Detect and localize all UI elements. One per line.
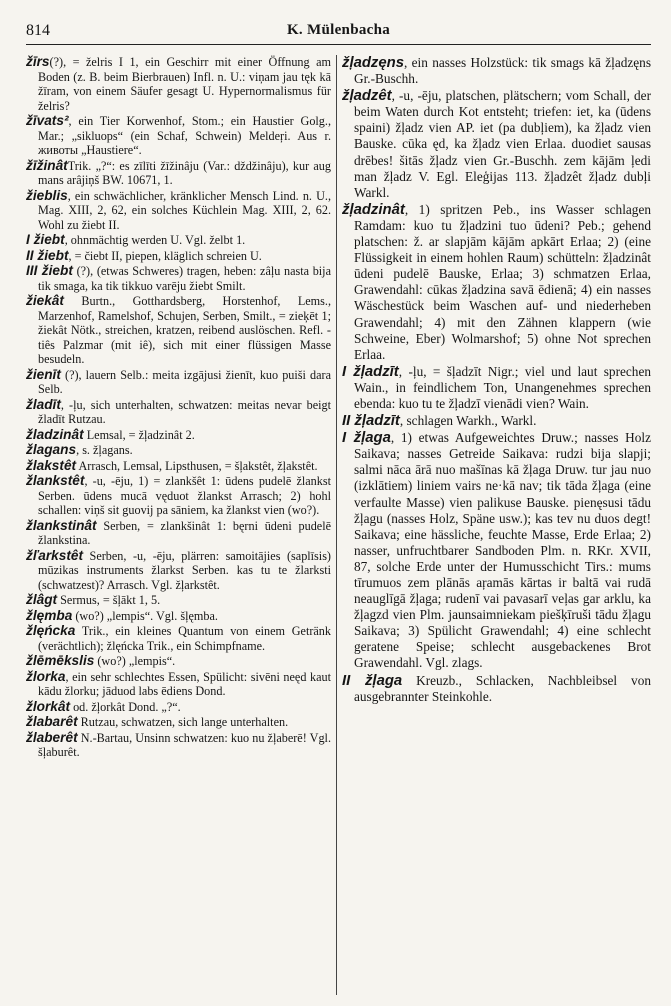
entry-headword: žlęmba: [26, 607, 73, 623]
entry-headword: II žļaga: [342, 672, 403, 689]
dictionary-entry: [26, 233, 331, 248]
entry-headword: žienīt: [26, 366, 61, 382]
entry-definition: , s. žļagans.: [76, 443, 133, 457]
column-divider: [336, 55, 337, 995]
entry-definition: N.-Bartau, Unsinn schwatzen: kuo nu žļaberē! Vgl. šļaburêt.: [38, 730, 331, 759]
entry-headword: žlorkât: [26, 698, 71, 714]
entry-headword: žļadzęns: [342, 55, 404, 71]
dictionary-entry: [26, 609, 331, 624]
dictionary-entry: [26, 189, 331, 233]
dictionary-entry: [26, 474, 331, 518]
entry-definition: , = čiebt II, piepen, kläglich schreien U.: [68, 248, 262, 263]
dictionary-entry: [26, 549, 331, 593]
entry-definition: Sermus, = šļākt 1, 5.: [57, 593, 161, 607]
entry-definition: , -ļu, = šļadzīt Nigr.; viel und laut sprechen Wain., in feindlichem Ton, Unangenehmes sprechen ebenda: kuo tu te žļadzī vienādi vien? Wain.: [354, 363, 651, 411]
entry-headword: žlankstêt: [26, 473, 85, 488]
entry-headword: I žļadzīt: [342, 363, 399, 380]
entry-headword: žļadzêt: [342, 88, 392, 105]
entry-definition: Serben, = zlankšinât 1: bęrni ūdeni pudelē žlankstina.: [38, 518, 331, 547]
dictionary-entry: [26, 654, 331, 669]
dictionary-entry: [26, 443, 331, 458]
dictionary-entry: [26, 624, 331, 653]
dictionary-entry: [342, 202, 651, 363]
entry-headword: II žļadzīt: [342, 413, 400, 430]
entry-headword: žľarkstêt: [26, 547, 84, 563]
entry-headword: žļadzinât: [342, 201, 405, 218]
entry-headword: žlaberêt: [26, 729, 78, 745]
dictionary-entry: [26, 368, 331, 397]
dictionary-entry: [342, 430, 651, 671]
dictionary-entry: [342, 364, 651, 412]
page-header: [26, 20, 651, 45]
entry-definition: , 1) spritzen Peb., ins Wasser schlagen Ramdam: kuo tu žļadzini tuo ūdeni? Peb.; gehend platschen: ž. ar slapjām kājām apkārt Erlaa; 2) (eine Flüssigkeit in einem hohlen Raum) schütteln: žļadzinât ūdeni pudelē Bauske, Erlaa; 3) schmatzen Erlaa, Grawendahl: cūkas žļadzina savā ēdienā; 4) ein nasses Wäschestück beim Waschen auf- und niederheben Grawendahl; 4) mit den Zähnen klappern (wie Schweine, Eber) Wolmarshof; 5) ohne Not sprechen Erlaa.: [354, 201, 651, 362]
entry-definition: , ein Tier Korwenhof, Stom.; ein Haustier Golg., Mar.; „sikluops“ (ein Schaf, Schwein) Meldeŗi. Aus r. животы „Haustiere“.: [38, 114, 331, 157]
entry-definition: Rutzau, schwatzen, sich lange unterhalten.: [77, 715, 289, 729]
entry-definition: , -u, -ēju, platschen, plätschern; vom Schall, der beim Waten durch Kot entsteht; triefen: iet, ka (ūdens spaini) žļadz vien AP. iet (pa dubļiem), ka žļadz vien Bauske. cūka ęd, ka žļadz vien Erlaa. duodiet sausas drēbes! šitās žļadz vien Gr.-Buschh. zem kājām ļedi man žļadz V. Egl. Eleģijas 113. žļadzêt žļadz dubļi Warkl.: [354, 88, 651, 200]
dictionary-entry: [26, 294, 331, 367]
dictionary-entry: [26, 428, 331, 443]
entry-definition: Trik. „?“: es zīlīti žīžinâju (Var.: dždžinâju), kur aug mans arâjiņš BW. 10671, 1.: [38, 158, 331, 187]
entry-definition: Burtn., Gotthardsberg, Horstenhof, Lems., Marzenhof, Ramelshof, Schujen, Serben, Smilt., = zieķēt 1; žiekât Nötk., streichen, kratzen, reibend auslöschen. Refl. -tiês Palzmar (mit iê), sich mit einer flüssigen Masse besudeln.: [38, 294, 331, 366]
entry-headword: žiekât: [26, 293, 64, 308]
dictionary-entry: [26, 593, 331, 608]
entry-definition: (?), = želris I 1, ein Geschirr mit einer Öffnung am Boden (z. B. beim Bierbrauen) Infl. n. U.: viņam jau tęk kā žīram, von einem Säufer gesagt U. Hypernormalismus für želris?: [38, 55, 331, 113]
entry-headword: žīžinât: [26, 157, 68, 173]
entry-definition: , ein nasses Holzstück: tik smags kā žļadzęns Gr.-Buschh.: [354, 55, 651, 87]
dictionary-entry: [342, 673, 651, 705]
entry-headword: žlankstinât: [26, 517, 97, 533]
entry-definition: , -u, -ēju, 1) = zlankšêt 1: ūdens pudelē žlankst Serben. ūdens mucā vęduot žlankst Arrasch; 2) hohl schallen: viņš sit guovij pa sāniem, ka žlankst vien (wo?).: [38, 474, 331, 517]
entry-headword: I žiebt: [26, 232, 65, 247]
entry-definition: (wo?) „lempis“. Vgl. šļęmba.: [72, 608, 218, 623]
entry-headword: žladīt: [26, 396, 61, 412]
entry-headword: II žiebt: [26, 247, 69, 263]
entry-definition: , -ļu, sich unterhalten, schwatzen: meitas nevar beigt žladīt Rutzau.: [38, 397, 331, 426]
dictionary-entry: [26, 731, 331, 760]
entry-definition: , ohnmächtig werden U. Vgl. želbt 1.: [64, 233, 246, 247]
entry-headword: žlorka: [26, 668, 66, 684]
entry-definition: Lemsal, = žļadzinât 2.: [83, 427, 195, 442]
dictionary-entry: [26, 114, 331, 158]
dictionary-entry: [26, 670, 331, 699]
entry-definition: , ein sehr schlechtes Essen, Spülicht: sivēni neęd kaut kādu žlorku; jāduod labs ēdiens Dond.: [38, 669, 331, 698]
entry-definition: Trik., ein kleines Quantum von einem Getränk (verächtlich); žlęńcka Trik., ein Schimpfname.: [38, 624, 331, 653]
entry-definition: Arrasch, Lemsal, Lipsthusen, = šļakstêt, žļakstêt.: [76, 458, 318, 473]
entry-definition: (?), (etwas Schweres) tragen, heben: zâļu nasta bija tik smaga, ka tik tikkuo varēju žiebt Smilt.: [38, 264, 331, 293]
dictionary-entry: [26, 700, 331, 715]
entry-headword: žlēmēkslis: [26, 653, 95, 668]
right-column: [342, 55, 651, 1001]
dictionary-entry: [342, 55, 651, 87]
dictionary-entry: [26, 715, 331, 730]
entry-definition: Serben, -u, -ēju, plärren: samoitājies (saplīsis) mūzikas instruments žlarkst Serben. kas tu te žlarksti (schwatzest)? Arrasch. Vgl. žļarkstêt.: [38, 548, 331, 592]
entry-definition: , ein schwächlicher, kränklicher Mensch Lind. n. U., Mag. XIII, 2, 62, ein solches Küchlein Mag. XIII, 2, 62. Wohl zu žiebt II.: [38, 188, 331, 232]
entry-definition: (?), lauern Selb.: meita izgājusi žienīt, kuo puiši dara Selb.: [38, 367, 331, 396]
dictionary-entry: [26, 249, 331, 264]
entry-headword: žieblis: [26, 187, 68, 203]
entry-headword: žlagans: [26, 442, 77, 457]
entry-headword: žlabarêt: [26, 714, 78, 729]
dictionary-entry: [342, 413, 651, 429]
dictionary-entry: [26, 264, 331, 293]
entry-headword: III žiebt: [26, 263, 73, 278]
entry-headword: žladzinât: [26, 426, 84, 442]
entry-headword: žīvats²: [26, 113, 69, 128]
dictionary-entry: [26, 398, 331, 427]
entry-headword: žlęńcka: [26, 623, 76, 638]
entry-headword: žīrs: [26, 55, 50, 69]
entry-headword: I žļaga: [342, 430, 391, 447]
dictionary-entry: [26, 519, 331, 548]
dictionary-entry: [26, 55, 331, 113]
entry-definition: Kreuzb., Schlacken, Nachbleibsel von ausgebrannter Steinkohle.: [354, 672, 651, 704]
running-head: K. Mülenbacha: [286, 22, 391, 38]
entry-headword: žlakstêt: [26, 457, 77, 473]
page-number: 814: [26, 22, 50, 39]
entry-definition: , 1) etwas Aufgeweichtes Druw.; nasses Holz Saikava; nasses Getreide Saikava: rudzi bija slapji; salmi nāca ārā nuo mašīnas kā žļaga Druw. tur jau nuo (izklātiem) liniem vairs ne·kā nav; tik tāda žļaga (eine verfaulte Masse) vien palikuse Bauske. pienęsusi tādu žļagu (nasses Holz, Späne usw.); kas tev nu duos degt! Saikava; eine hässliche, feuchte Masse, Erde Erlaa; 2) nasser, unfruchtbarer Sandboden Plm. n. RKr. XVII, 87, solche Erde unter der Humusschicht Tirs.: mums tīrumuos zem plānās aŗamās kārtas ir baltā vai rudā neauglīgā žļaga; rudenī vai pavasarī veļas gar arklu, ka žļagzd vien Plm. jaunsaimniekam piešķīruši tādu žļagu Saikava; 3) Spülicht Grawendahl; 4) eine schlecht geratene Speise; schlecht ausgebackenes Brot Grawendahl. Vgl. zlags.: [354, 430, 651, 671]
entry-definition: , schlagen Warkh., Warkl.: [399, 413, 537, 429]
entry-definition: (wo?) „lempis“.: [94, 654, 176, 668]
dictionary-entry: [26, 159, 331, 188]
dictionary-entry: [26, 459, 331, 474]
entry-definition: od. žļorkât Dond. „?“.: [70, 699, 181, 714]
entry-headword: žlâgt: [26, 592, 58, 607]
left-column: [26, 55, 331, 1001]
dictionary-entry: [342, 88, 651, 201]
